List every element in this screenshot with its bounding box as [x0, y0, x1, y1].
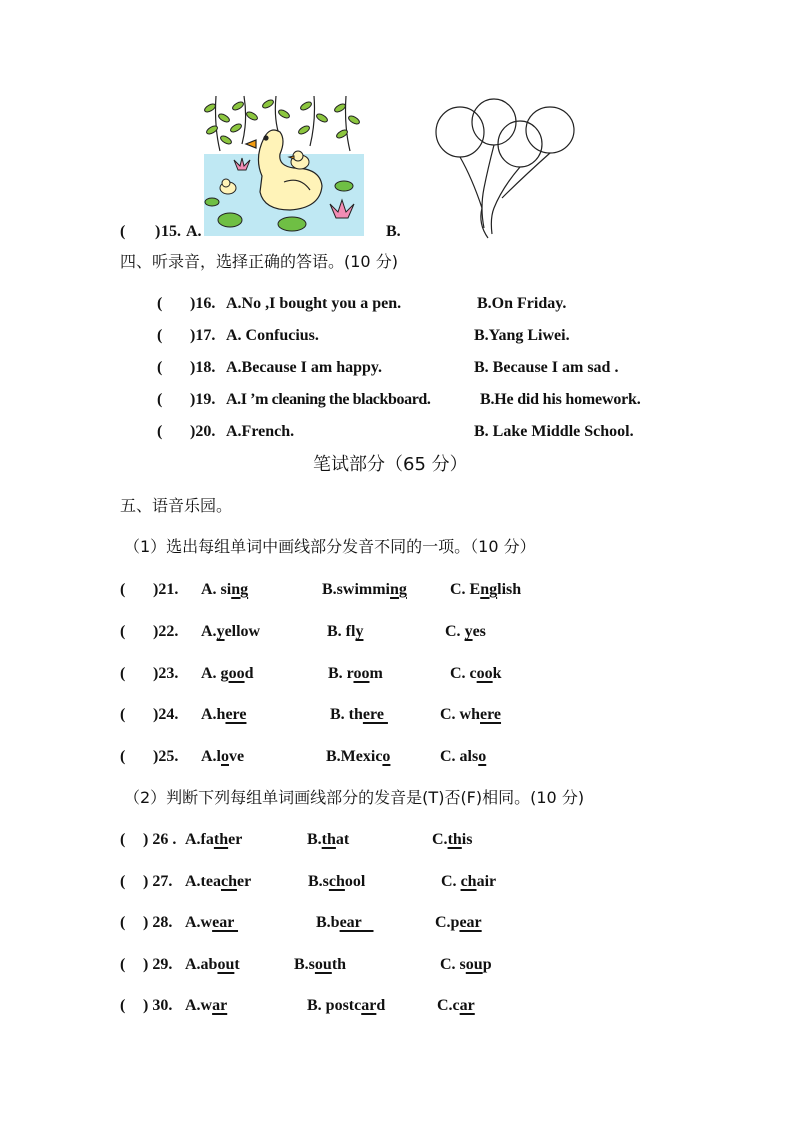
- option-b: B.On Friday.: [477, 295, 567, 312]
- paren: (: [157, 391, 163, 408]
- q15-paren-open: (: [120, 223, 126, 240]
- option-a: A. good: [201, 665, 254, 682]
- paren: (: [157, 359, 163, 376]
- question-number: ) 28.: [143, 914, 173, 931]
- paren: (: [120, 873, 130, 890]
- option-a: A.French.: [226, 423, 295, 440]
- option-b: B.Mexico: [326, 748, 391, 765]
- paren: (: [120, 706, 126, 723]
- paren: (: [157, 423, 163, 440]
- paren: (: [120, 665, 126, 682]
- question-number: ) 29.: [143, 956, 173, 973]
- q15-number: 15.: [161, 223, 181, 240]
- question-number: )25.: [153, 748, 179, 765]
- option-a: A.war: [185, 997, 228, 1014]
- option-b: B.He did his homework.: [480, 391, 641, 408]
- option-c: C.this: [432, 831, 473, 848]
- question-number: )19.: [190, 391, 216, 408]
- option-b: B.Yang Liwei.: [474, 327, 570, 344]
- option-a: A.No ,I bought you a pen.: [226, 295, 402, 312]
- question-number: )20.: [190, 423, 216, 440]
- option-a: A.here: [201, 706, 247, 723]
- option-b: B. there: [330, 706, 388, 723]
- paren: (: [120, 581, 126, 598]
- question-number: ) 30.: [143, 997, 173, 1014]
- option-b: B.swimming: [322, 581, 407, 598]
- option-b: B. fly: [327, 623, 364, 640]
- paren: (: [120, 831, 130, 848]
- option-c: C. yes: [445, 623, 486, 640]
- section5-title: 五、语音乐园。: [120, 496, 233, 515]
- question-number: ) 27.: [143, 873, 173, 890]
- option-b: B. postcard: [307, 997, 386, 1014]
- part1-title: （1）选出每组单词中画线部分发音不同的一项。（10 分）: [124, 537, 536, 556]
- option-a: A.Because I am happy.: [226, 359, 383, 376]
- option-a: A.I ’m cleaning the blackboard.: [226, 391, 431, 408]
- option-c: C. cook: [450, 665, 502, 682]
- option-a: A.love: [201, 748, 245, 765]
- question-number: )23.: [153, 665, 179, 682]
- question-number: )18.: [190, 359, 216, 376]
- option-a: A. sing: [201, 581, 249, 598]
- q15-option-b: B.: [386, 223, 401, 240]
- question-number: )24.: [153, 706, 179, 723]
- option-b: B.bear: [316, 914, 374, 931]
- question-number: )17.: [190, 327, 216, 344]
- option-c: C. English: [450, 581, 522, 598]
- option-b: B. Lake Middle School.: [474, 423, 634, 440]
- question-number: )16.: [190, 295, 216, 312]
- balloons-picture: [432, 98, 578, 238]
- part2-title: （2）判断下列每组单词画线部分的发音是(T)否(F)相同。(10 分): [124, 788, 585, 807]
- question-number: ) 26 .: [143, 831, 177, 848]
- duck-picture: [204, 96, 364, 236]
- option-c: C. chair: [441, 873, 497, 890]
- paren: (: [120, 623, 126, 640]
- option-a: A. Confucius.: [226, 327, 319, 344]
- written-part-title: 笔试部分（65 分）: [313, 454, 468, 475]
- option-a: A.about: [185, 956, 240, 973]
- option-b: B. Because I am sad .: [474, 359, 619, 376]
- option-a: A.wear: [185, 914, 239, 931]
- option-c: C. where: [440, 706, 502, 723]
- option-b: B.that: [307, 831, 350, 848]
- option-c: C. soup: [440, 956, 492, 973]
- section4-title: 四、听录音，选择正确的答语。(10 分): [120, 252, 398, 271]
- option-b: B. room: [328, 665, 383, 682]
- paren: (: [120, 997, 130, 1014]
- paren: (: [120, 748, 126, 765]
- question-number: )22.: [153, 623, 179, 640]
- paren: (: [120, 956, 130, 973]
- option-c: C. also: [440, 748, 487, 765]
- q15-paren-close: ): [155, 223, 161, 240]
- option-b: B.south: [294, 956, 347, 973]
- option-a: A.teacher: [185, 873, 252, 890]
- question-number: )21.: [153, 581, 179, 598]
- option-c: C.pear: [435, 914, 482, 931]
- paren: (: [157, 295, 163, 312]
- paren: (: [120, 914, 130, 931]
- option-c: C.car: [437, 997, 475, 1014]
- q15-option-a: A.: [186, 223, 202, 240]
- option-b: B.school: [308, 873, 366, 890]
- paren: (: [157, 327, 163, 344]
- option-a: A.yellow: [201, 623, 261, 640]
- option-a: A.father: [185, 831, 243, 848]
